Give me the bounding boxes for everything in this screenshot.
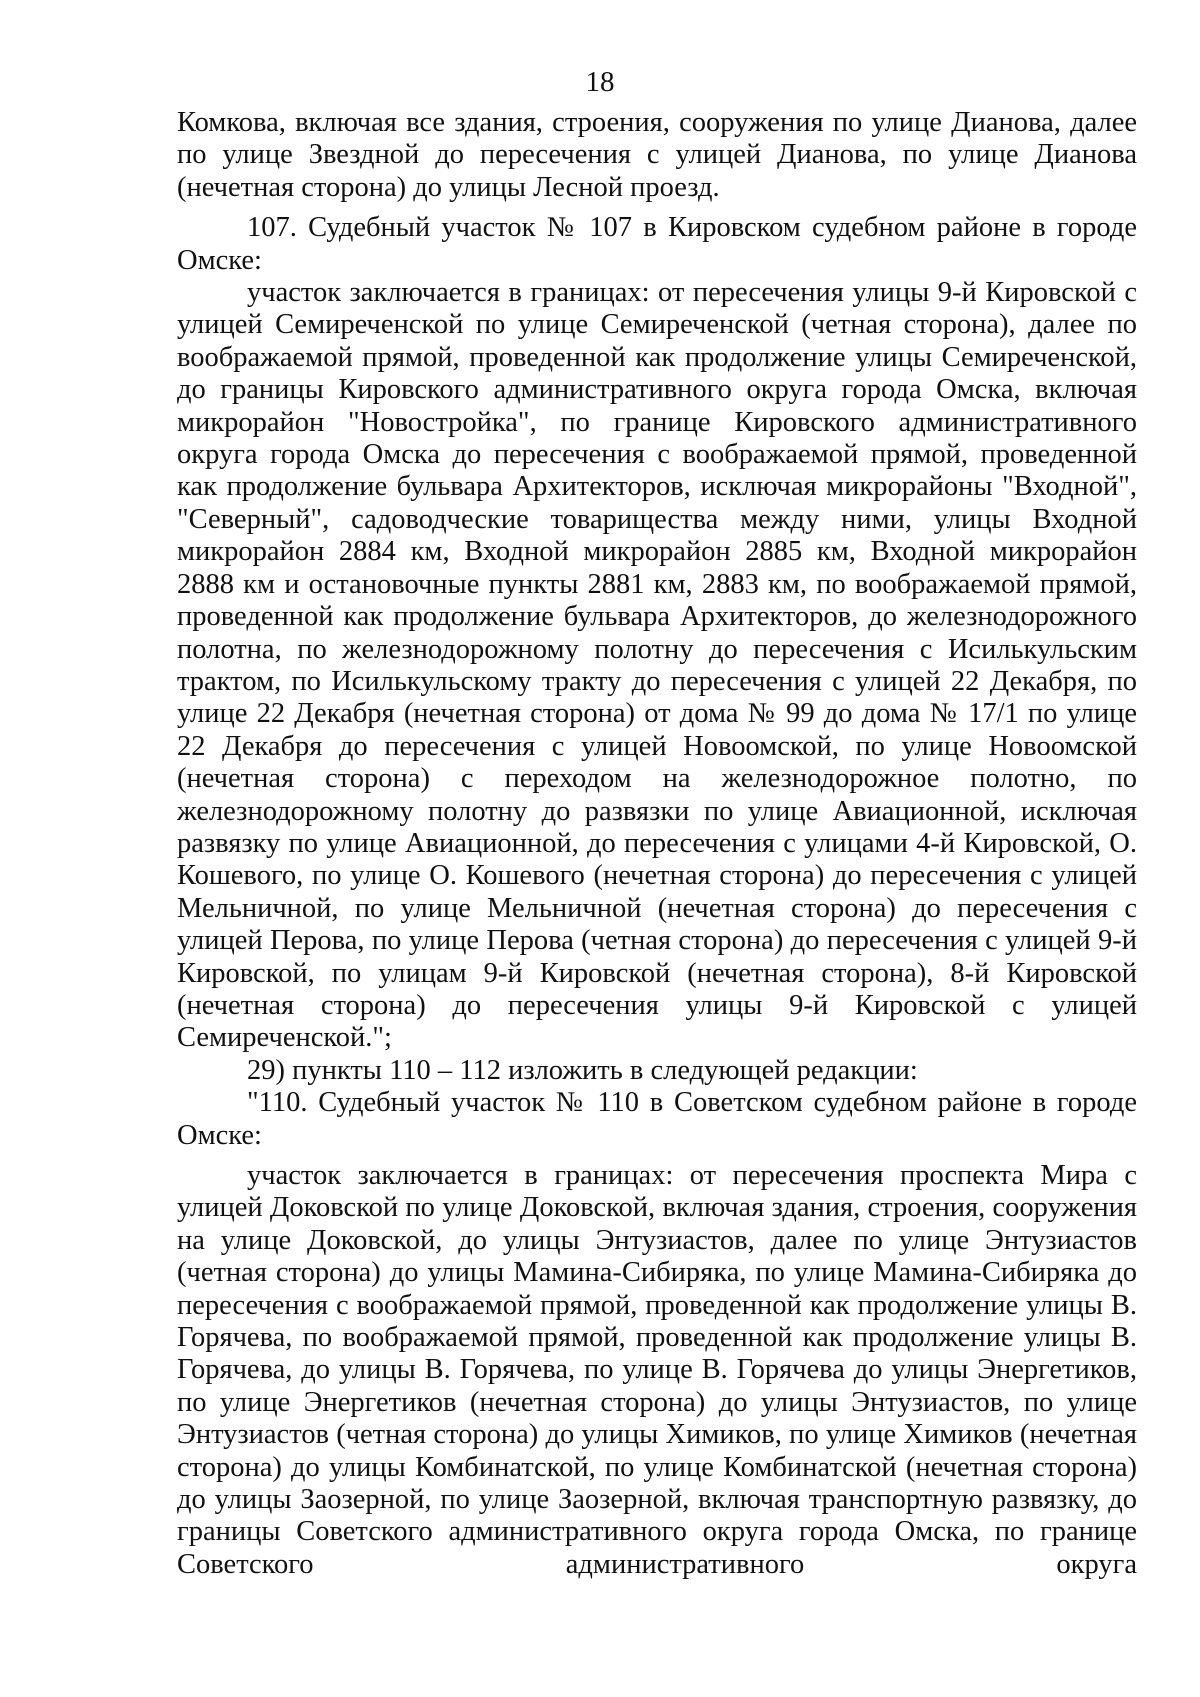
- page-number: 18: [585, 66, 615, 98]
- paragraph-section-110-boundaries: участок заключается в границах: от пересечения проспекта Мира с улицей Доковской по улице Доковской, включая здания, строения, сооружения на улице Доковской, до улицы Энтузиастов, далее по улице Энтузиастов (четная сторона) до улицы Мамина-Сибиряка, по улице Мамина-Сибиряка до пересечения с воображаемой прямой, проведенной как продолжение улицы В. Горячева, по воображаемой прямой, проведенной как продолжение улицы В. Горячева, до улицы В. Горячева, по улице В. Горячева до улицы Энергетиков, по улице Энергетиков (нечетная сторона) до улицы Энтузиастов, по улице Энтузиастов (четная сторона) до улицы Химиков, по улице Химиков (нечетная сторона) до улицы Комбинатской, по улице Комбинатской (нечетная сторона) до улицы Заозерной, по улице Заозерной, включая транспортную развязку, до границы Советского административного округа города Омска, по границе Советского административного округа: [177, 1160, 1137, 1580]
- document-body: [177, 107, 1137, 1589]
- paragraph-section-107-boundaries: участок заключается в границах: от пересечения улицы 9-й Кировской с улицей Семиреченской по улице Семиреченской (четная сторона), далее по воображаемой прямой, проведенной как продолжение улицы Семиреченской, до границы Кировского административного округа города Омска, включая микрорайон "Новостройка", по границе Кировского административного округа города Омска до пересечения с воображаемой прямой, проведенной как продолжение бульвара Архитекторов, исключая микрорайоны "Входной", "Северный", садоводческие товарищества между ними, улицы Входной микрорайон 2884 км, Входной микрорайон 2885 км, Входной микрорайон 2888 км и остановочные пункты 2881 км, 2883 км, по воображаемой прямой, проведенной как продолжение бульвара Архитекторов, до железнодорожного полотна, по железнодорожному полотну до пересечения с Исилькульским трактом, по Исилькульскому тракту до пересечения с улицей 22 Декабря, по улице 22 Декабря (нечетная сторона) от дома № 99 до дома № 17/1 по улице 22 Декабря до пересечения с улицей Новоомской, по улице Новоомской (нечетная сторона) с переходом на железнодорожное полотно, по железнодорожному полотну до развязки по улице Авиационной, исключая развязку по улице Авиационной, до пересечения с улицами 4-й Кировской, О. Кошевого, по улице О. Кошевого (нечетная сторона) до пересечения с улицей Мельничной, по улице Мельничной (нечетная сторона) до пересечения с улицей Перова, по улице Перова (четная сторона) до пересечения с улицей 9-й Кировской, по улицам 9-й Кировской (нечетная сторона), 8-й Кировской (нечетная сторона) до пересечения улицы 9-й Кировской с улицей Семиреченской.";: [177, 277, 1137, 1054]
- paragraph-section-110-heading: "110. Судебный участок № 110 в Советском судебном районе в городе Омске:: [177, 1087, 1137, 1151]
- paragraph-continuation: Комкова, включая все здания, строения, сооружения по улице Дианова, далее по улице Звездной до пересечения с улицей Дианова, по улице Дианова (нечетная сторона) до улицы Лесной проезд.: [177, 107, 1137, 203]
- paragraph-item-29: 29) пункты 110 – 112 изложить в следующей редакции:: [247, 1054, 918, 1086]
- paragraph-section-107-heading: 107. Судебный участок № 107 в Кировском судебном районе в городе Омске:: [177, 212, 1137, 276]
